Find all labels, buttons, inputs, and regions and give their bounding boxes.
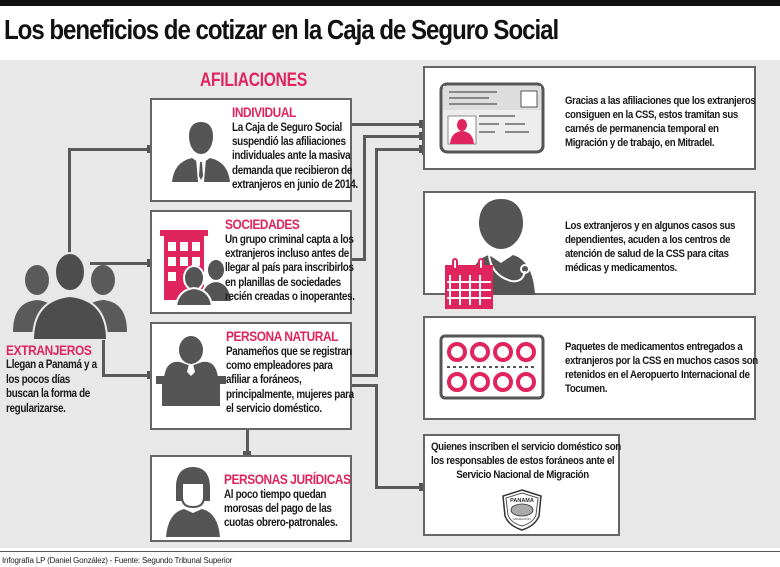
connector xyxy=(351,123,423,126)
affiliation-individual-box xyxy=(150,98,358,202)
benefit-text: Los extranjeros y en algunos casos sus dependientes, acuden a los centros de atención de salud de la CSS para citas médicas y medicamentos. xyxy=(565,220,736,274)
benefit-text: Gracias a las afiliaciones que los extranjeros consiguen en la CSS, estos tramitan sus carnés de permanencia temporal en Migración y de trabajo, en Mitradel. xyxy=(565,95,756,149)
connector xyxy=(363,135,423,138)
extranjeros-title: EXTRANJEROS xyxy=(6,342,92,358)
connector xyxy=(375,148,378,377)
businessman-icon xyxy=(170,120,232,182)
connector xyxy=(375,148,423,151)
benefit-migration-box xyxy=(423,434,620,536)
top-bar xyxy=(0,0,780,6)
affiliation-title: SOCIEDADES xyxy=(225,216,300,232)
affiliation-personas-juridicas-box xyxy=(150,455,352,542)
affiliation-text: La Caja de Seguro Social suspendió las afiliaciones individuales ante la masiva demanda que recibieron de extranjeros en junio de 2014. xyxy=(232,122,358,191)
connector xyxy=(102,374,152,377)
connector xyxy=(363,135,366,261)
affiliation-persona-natural-box xyxy=(150,322,352,430)
connector xyxy=(375,486,423,489)
doctor-calendar-icon xyxy=(433,195,563,313)
building-people-icon xyxy=(158,226,234,306)
affiliation-title: PERSONAS JURÍDICAS xyxy=(224,471,351,487)
svg-text:PANAMA: PANAMA xyxy=(510,498,534,504)
affiliation-text: Panameños que se registran como empleadores para afiliar a foráneos, principalmente, mujeres para el servicio doméstico. xyxy=(226,346,354,415)
connector xyxy=(68,148,152,151)
benefit-text: Quienes inscriben el servicio doméstico son los responsables de estos foráneos ante el Servicio Nacional de Migración xyxy=(431,441,621,481)
woman-icon xyxy=(164,463,222,537)
benefit-medication-box xyxy=(423,316,756,420)
page-title: Los beneficios de cotizar en la Caja de Seguro Social xyxy=(4,14,559,45)
benefit-card-box xyxy=(423,66,756,170)
id-card-icon xyxy=(439,82,545,154)
footer-credit: Infografía LP (Daniel González) - Fuente: Segundo Tribunal Superior xyxy=(2,556,233,565)
affiliation-text: Un grupo criminal capta a los extranjeros incluso antes de llegar al país para inscribirlos en planillas de sociedades recién creadas o inoperantes. xyxy=(225,234,355,303)
pill-pack-icon xyxy=(439,334,545,400)
benefit-text: Paquetes de medicamentos entregados a extranjeros por la CSS en muchos casos son retenidos en el Aeropuerto Internacional de Tocumen. xyxy=(565,341,758,395)
footer-divider xyxy=(0,551,780,552)
connector xyxy=(351,374,377,377)
affiliation-title: PERSONA NATURAL xyxy=(226,328,338,344)
affiliation-title: INDIVIDUAL xyxy=(232,104,296,120)
connector xyxy=(375,384,378,488)
connector xyxy=(68,148,71,258)
connector xyxy=(351,384,377,387)
benefit-health-box xyxy=(423,191,756,295)
group-people-icon xyxy=(5,250,135,340)
affiliation-text: Al poco tiempo quedan morosas del pago de las cuotas obrero-patronales. xyxy=(224,489,338,530)
migration-shield-icon xyxy=(501,488,543,532)
affiliation-sociedades-box xyxy=(150,210,355,314)
svg-text:MIGRACIÓN: MIGRACIÓN xyxy=(513,517,531,521)
section-title-afiliaciones: AFILIACIONES xyxy=(200,70,307,91)
person-at-desk-icon xyxy=(156,334,226,406)
extranjeros-text: Llegan a Panamá y a los pocos días buscan la forma de regularizarse. xyxy=(6,359,97,415)
